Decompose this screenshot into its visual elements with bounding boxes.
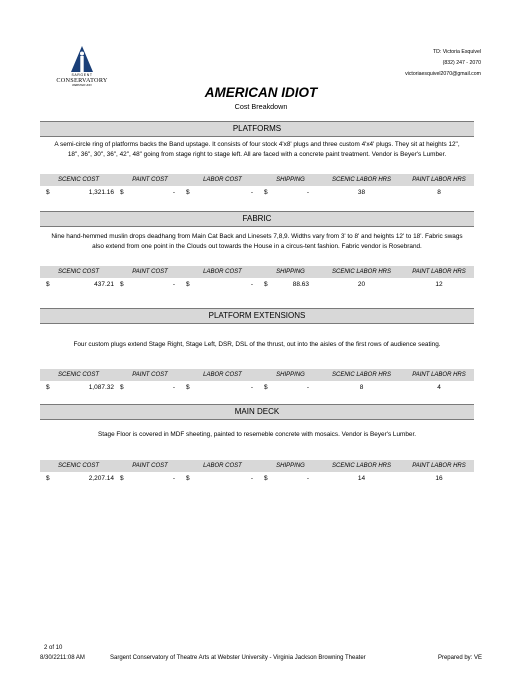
shipping-value: -: [306, 189, 309, 196]
labor-cost-value: -: [250, 475, 253, 482]
section-description: Four custom plugs extend Stage Right, Stage Left, DSR, DSL of the thrust, out into the aisles of the first rows of audience seating.: [73, 341, 441, 348]
scenic-hrs-value: 8: [359, 384, 364, 391]
scenic-cost-value: 1,087.32: [88, 384, 114, 391]
section-title: PLATFORM EXTENSIONS: [40, 308, 474, 324]
paint-hrs-value: 4: [437, 384, 441, 391]
col-paint-labor-hrs: PAINT LABOR HRS: [412, 177, 466, 183]
col-scenic-labor-hrs: SCENIC LABOR HRS: [331, 463, 391, 469]
section-title: MAIN DECK: [40, 404, 474, 420]
col-labor-cost: LABOR COST: [203, 269, 242, 275]
col-paint-labor-hrs: PAINT LABOR HRS: [412, 269, 466, 275]
col-labor-cost: LABOR COST: [203, 463, 242, 469]
labor-cost-value: -: [250, 189, 253, 196]
paint-currency: $: [120, 281, 124, 288]
shipping-currency: $: [264, 281, 268, 288]
col-scenic-cost: SCENIC COST: [57, 372, 99, 378]
paint-hrs-value: 16: [435, 475, 443, 482]
col-scenic-cost: SCENIC COST: [57, 463, 99, 469]
scenic-currency: $: [46, 384, 50, 391]
venue-text: Sargent Conservatory of Theatre Arts at Webster University - Virginia Jackson Browning Theater: [110, 655, 366, 661]
scenic-cost-value: 437.21: [94, 281, 114, 288]
paint-cost-value: -: [172, 384, 175, 391]
labor-cost-value: -: [250, 281, 253, 288]
scenic-currency: $: [46, 281, 50, 288]
cost-values-row: [40, 186, 474, 200]
col-scenic-cost: SCENIC COST: [57, 177, 99, 183]
col-scenic-cost: SCENIC COST: [57, 269, 99, 275]
col-shipping: SHIPPING: [276, 269, 305, 275]
col-scenic-labor-hrs: SCENIC LABOR HRS: [331, 372, 391, 378]
scenic-cost-value: 1,321.16: [88, 189, 114, 196]
paint-hrs-value: 8: [437, 189, 441, 196]
document-title: AMERICAN IDIOT: [204, 85, 318, 100]
contact-name: TD: Victoria Esquivel: [432, 49, 481, 55]
document-subtitle: Cost Breakdown: [234, 102, 288, 111]
cost-header-row: [40, 174, 474, 186]
logo-emblem-icon: [71, 46, 93, 72]
paint-cost-value: -: [172, 475, 175, 482]
section-title: PLATFORMS: [40, 121, 474, 137]
cost-values-row: [40, 472, 474, 486]
section-description: Stage Floor is covered in MDF sheeting, painted to resemeble concrete with mosaics. Vendor is Beyer's Lumber.: [97, 431, 417, 438]
col-shipping: SHIPPING: [276, 372, 305, 378]
paint-hrs-value: 12: [435, 281, 443, 288]
labor-currency: $: [186, 189, 190, 196]
prepared-by: Prepared by: VE: [437, 655, 482, 661]
col-paint-labor-hrs: PAINT LABOR HRS: [412, 372, 466, 378]
labor-currency: $: [186, 281, 190, 288]
cost-header-row: [40, 460, 474, 472]
section-main-deck: [40, 404, 474, 486]
labor-cost-value: -: [250, 384, 253, 391]
contact-phone: (832) 247 - 2070: [442, 60, 481, 66]
shipping-value: -: [306, 384, 309, 391]
col-labor-cost: LABOR COST: [203, 177, 242, 183]
scenic-cost-value: 2,207.14: [88, 475, 114, 482]
contact-block: [405, 47, 481, 80]
page-number: 2 of 10: [44, 645, 63, 651]
section-description: A semi-circle ring of platforms backs the Band upstage. It consists of four stock 4'x8' plugs and three custom 4'x4' plugs. They sit at heights 12", 18", 36", 30", 36", 42", 48" going from stage right to stage left. All are faced with a concrete paint treatment. Vendor is Beyer's Lumber.: [54, 141, 460, 158]
logo-line-1: SARGENT: [71, 73, 93, 77]
paint-currency: $: [120, 189, 124, 196]
contact-email: victoriaesquivel2070@gmail.com: [405, 71, 481, 77]
shipping-value: 88.63: [292, 281, 309, 288]
paint-currency: $: [120, 384, 124, 391]
labor-currency: $: [186, 384, 190, 391]
paint-currency: $: [120, 475, 124, 482]
logo-line-2: CONSERVATORY: [56, 77, 108, 84]
print-datetime: 8/30/2211:08 AM: [40, 655, 85, 661]
shipping-currency: $: [264, 384, 268, 391]
scenic-currency: $: [46, 189, 50, 196]
shipping-currency: $: [264, 475, 268, 482]
section-title: FABRIC: [40, 211, 474, 227]
section-platforms: [40, 121, 474, 200]
cost-values-row: [40, 381, 474, 395]
logo-line-3: WEBSTER UNIV: [72, 84, 92, 87]
cost-header-row: [40, 266, 474, 278]
paint-cost-value: -: [172, 281, 175, 288]
paint-cost-value: -: [172, 189, 175, 196]
shipping-value: -: [306, 475, 309, 482]
section-fabric: [40, 211, 474, 292]
col-scenic-labor-hrs: SCENIC LABOR HRS: [331, 269, 391, 275]
col-paint-cost: PAINT COST: [132, 177, 168, 183]
shipping-currency: $: [264, 189, 268, 196]
col-paint-labor-hrs: PAINT LABOR HRS: [412, 463, 466, 469]
section-description: Nine hand-hemmed muslin drops deadhang from Main Cat Back and Linesets 7,8,9. Widths vary from 3' to 8' and heights 12' to 18'. Fabric swags also extend from one point in the Clouds out towards the House in a circus-tent fashion. Fabric vendor is Rosebrand.: [51, 233, 463, 250]
labor-currency: $: [186, 475, 190, 482]
col-scenic-labor-hrs: SCENIC LABOR HRS: [331, 177, 391, 183]
col-labor-cost: LABOR COST: [203, 372, 242, 378]
section-platform-extensions: [40, 308, 474, 395]
scenic-hrs-value: 14: [357, 475, 366, 482]
col-shipping: SHIPPING: [276, 463, 305, 469]
cost-header-row: [40, 369, 474, 381]
scenic-hrs-value: 38: [357, 189, 366, 196]
col-shipping: SHIPPING: [276, 177, 305, 183]
col-paint-cost: PAINT COST: [132, 463, 168, 469]
col-paint-cost: PAINT COST: [132, 269, 168, 275]
cost-values-row: [40, 278, 474, 292]
scenic-currency: $: [46, 475, 50, 482]
col-paint-cost: PAINT COST: [132, 372, 168, 378]
scenic-hrs-value: 20: [357, 281, 366, 288]
